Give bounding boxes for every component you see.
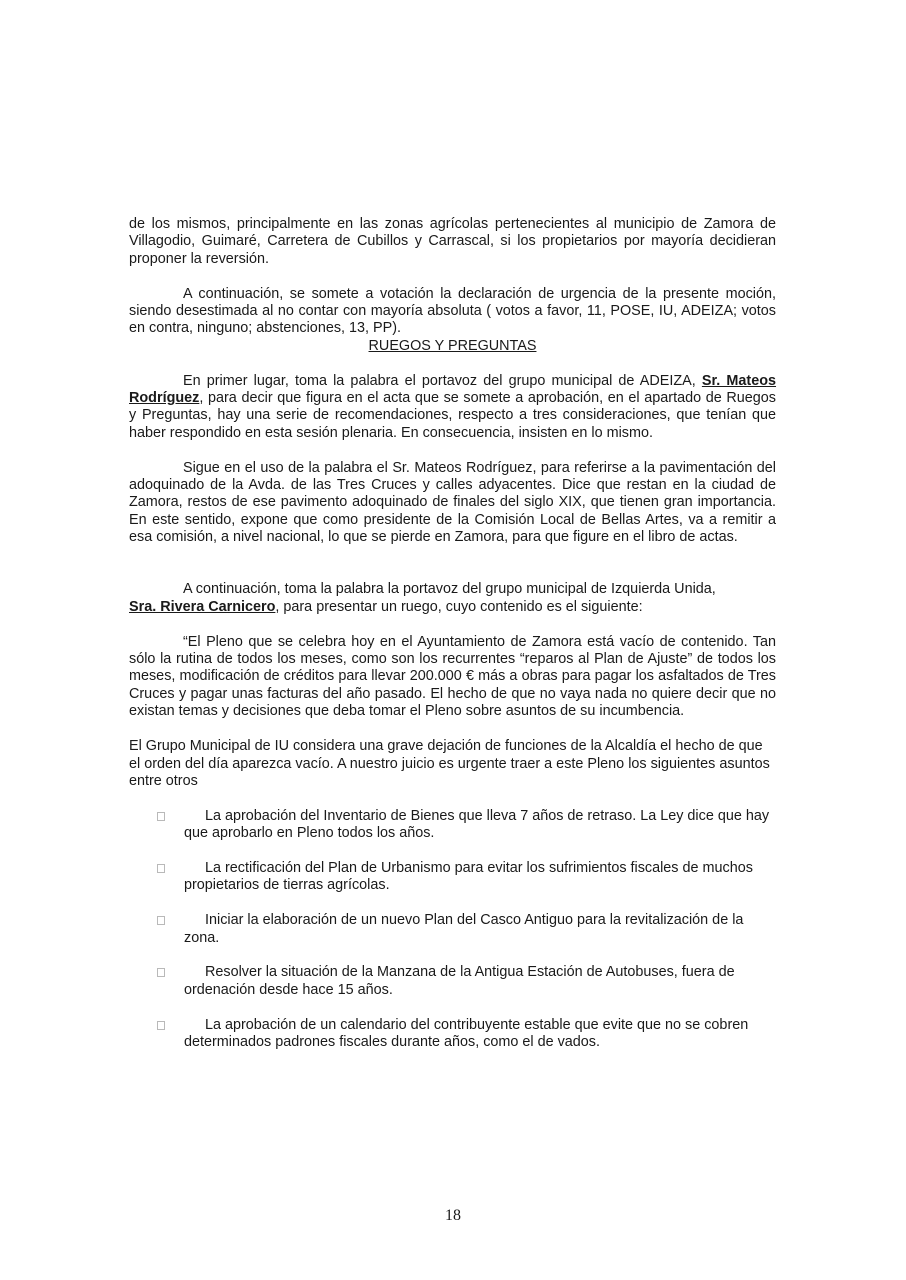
document-body bbox=[129, 216, 776, 1051]
paragraph-iu bbox=[129, 581, 776, 616]
paragraph-adeiza-after: , para decir que figura en el acta que se somete a aprobación, en el apartado de Ruegos y Preguntas, hay una serie de recomendaciones, respecto a tres consideraciones, que tenían que haber respondido en esta sesión plenaria. En consecuencia, insisten en lo mismo. bbox=[129, 390, 776, 441]
list-item-text: Resolver la situación de la Manzana de la Antigua Estación de Autobuses, fuera de ordenación desde hace 15 años. bbox=[184, 964, 735, 998]
list-item bbox=[129, 964, 776, 999]
bullet-list bbox=[129, 808, 776, 1052]
list-item bbox=[129, 912, 776, 947]
paragraph-iu-after: , para presentar un ruego, cuyo contenido es el siguiente: bbox=[275, 598, 643, 615]
list-item-text: Iniciar la elaboración de un nuevo Plan del Casco Antiguo para la revitalización de la zona. bbox=[184, 912, 744, 946]
paragraph-continuation: de los mismos, principalmente en las zonas agrícolas pertenecientes al municipio de Zamora de Villagodio, Guimaré, Carretera de Cubillos y Carrascal, si los propietarios por mayoría decidieran proponer la reversión. bbox=[129, 216, 776, 267]
section-heading: RUEGOS Y PREGUNTAS bbox=[368, 337, 537, 354]
bullet-box-icon bbox=[157, 1021, 165, 1030]
paragraph-iu-before: A continuación, toma la palabra la portavoz del grupo municipal de Izquierda Unida, bbox=[183, 581, 716, 598]
list-item-text: La aprobación del Inventario de Bienes que lleva 7 años de retraso. La Ley dice que hay que aprobarlo en Pleno todos los años. bbox=[184, 807, 770, 842]
list-item-text: La rectificación del Plan de Urbanismo para evitar los sufrimientos fiscales de muchos propietarios de tierras agrícolas. bbox=[184, 859, 753, 894]
list-item-text: La aprobación de un calendario del contribuyente estable que evite que no se cobren determinados padrones fiscales durante años, como el de vados. bbox=[184, 1016, 749, 1050]
speaker-name-rivera: Sra. Rivera Carnicero bbox=[129, 598, 276, 615]
list-item bbox=[129, 860, 776, 895]
page-number: 18 bbox=[445, 1207, 461, 1224]
list-item bbox=[129, 1017, 776, 1052]
bullet-box-icon bbox=[157, 812, 165, 821]
paragraph-pavement: Sigue en el uso de la palabra el Sr. Mateos Rodríguez, para referirse a la pavimentación del adoquinado de la Avda. de las Tres Cruces y calles adyacentes. Dice que restan en la ciudad de Zamora, restos de ese pavimento adoquinado de finales del siglo XIX, que tienen gran importancia. En este sentido, expone que como presidente de la Comisión Local de Bellas Artes, va a remitir a esa comisión, a nivel nacional, lo que se pierde en Zamora, para que figure en el libro de actas. bbox=[129, 459, 776, 546]
paragraph-vote: A continuación, se somete a votación la declaración de urgencia de la presente moción, siendo desestimada al no contar con mayoría absoluta ( votos a favor, 11, POSE, IU, ADEIZA; votos en contra, ninguno; abstenciones, 13, PP). bbox=[129, 285, 776, 337]
paragraph-adeiza-before: En primer lugar, toma la palabra el portavoz del grupo municipal de ADEIZA, bbox=[183, 372, 702, 389]
bullet-box-icon bbox=[157, 864, 165, 873]
list-item bbox=[129, 808, 776, 843]
paragraph-group: El Grupo Municipal de IU considera una grave dejación de funciones de la Alcaldía el hecho de que el orden del día aparezca vacío. A nuestro juicio es urgente traer a este Pleno los siguientes asuntos entre otros bbox=[129, 738, 770, 789]
speaker-name-mateos: Sr. Mateos Rodríguez bbox=[129, 372, 777, 407]
bullet-box-icon bbox=[157, 916, 165, 925]
paragraph-quote: “El Pleno que se celebra hoy en el Ayuntamiento de Zamora está vacío de contenido. Tan sólo la rutina de todos los meses, como son los recurrentes “reparos al Plan de Ajuste” de todos los meses, modificación de créditos para llevar 200.000 € más a obras para pagar los asfaltados de Tres Cruces y pagar unas facturas del año pasado. El hecho de que no vaya nada no quiere decir que no existan temas y decisiones que deba tomar el Pleno sobre asuntos de su incumbencia. bbox=[129, 633, 776, 720]
paragraph-adeiza bbox=[129, 373, 776, 443]
bullet-box-icon bbox=[157, 968, 165, 977]
